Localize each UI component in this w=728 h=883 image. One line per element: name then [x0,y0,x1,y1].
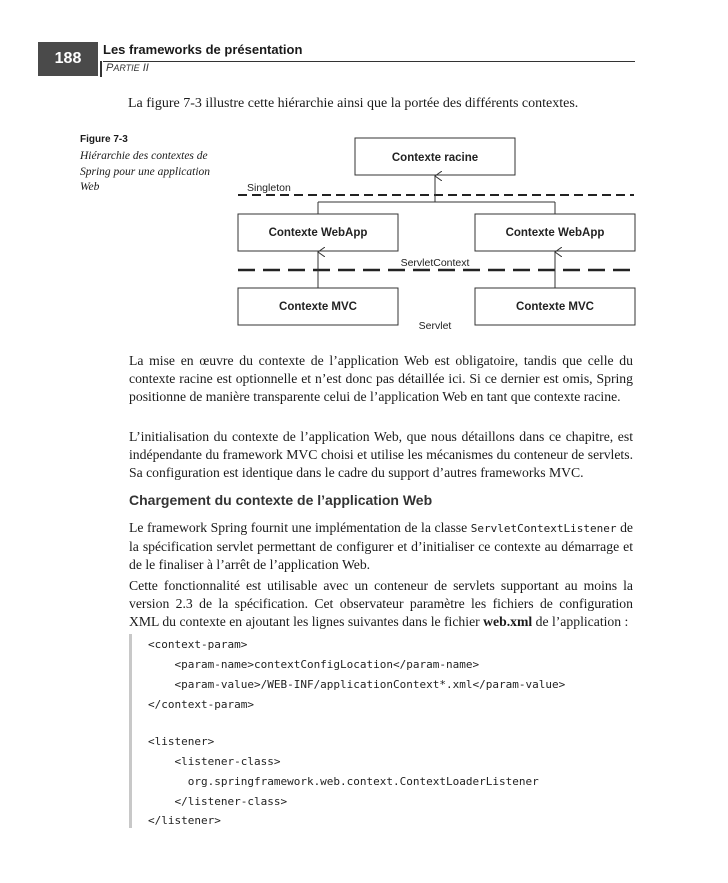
code-block-bar [129,634,132,828]
context-hierarchy-diagram [230,128,640,338]
paragraph-4-text-a: Cette fonctionnalité est utilisable avec un conteneur de servlets supportant au moins la version 2.3 de la spécification. Cet observateur paramètre les fichiers de configuration XML du contexte en ajoutant les lignes suivantes dans le fichier [129,578,633,629]
code-line: <listener> [148,735,215,748]
header-rule [103,61,635,62]
code-line: <param-value>/WEB-INF/applicationContext*.xml</param-value> [148,678,566,691]
paragraph-2: L’initialisation du contexte de l’application Web, que nous détaillons dans ce chapitre, est indépendante du framework MVC choisi et utilise les mécanismes du conteneur de servlets. Sa configuration est identique dans le cadre du support d’autres frameworks MVC. [129,429,633,480]
figure-label: Figure 7-3 [80,134,128,145]
figure-caption: Hiérarchie des contextes de Spring pour une application Web [80,150,211,193]
paragraph-4 [129,577,633,631]
code-line: org.springframework.web.context.ContextLoaderListener [148,775,539,788]
code-line: </listener-class> [148,795,288,808]
part-word-rest: ARTIE [113,63,140,73]
part-initial: P [106,62,114,74]
paragraph-3-text-a: Le framework Spring fournit une implémentation de la classe [129,520,471,535]
code-line: </context-param> [148,698,254,711]
paragraph-3 [129,519,633,574]
singleton-label: Singleton [247,182,291,194]
code-line: <param-name>contextConfigLocation</param-name> [148,658,480,671]
code-line: </listener> [148,814,221,827]
part-number: II [142,62,149,74]
header-vertical-bar [100,61,102,77]
paragraph-4-filename: web.xml [483,614,533,629]
page-number: 188 [38,42,98,76]
running-title: Les frameworks de présentation [103,42,303,57]
code-line: <listener-class> [148,755,281,768]
webapp-context-label-right: Contexte WebApp [505,227,605,239]
paragraph-1: La mise en œuvre du contexte de l’application Web est obligatoire, tandis que celle du contexte racine est optionnelle et n’est donc pas détaillée ici. Si ce dernier est omis, Spring positionne de manière transparente celui de l’application Web en tant que contexte racine. [129,353,633,404]
servlet-label: Servlet [418,320,452,332]
servletcontext-label: ServletContext [400,257,470,269]
section-heading: Chargement du contexte de l’application Web [129,492,433,508]
part-label [106,62,149,74]
paragraph-3-text-b: de la spécification servlet permettant de configurer et d’initialiser ce contexte au démarrage et de le finaliser à l’arrêt de l’application Web. [129,520,634,572]
paragraph-4-text-b: de l’application : [532,614,629,629]
intro-sentence: La figure 7-3 illustre cette hiérarchie ainsi que la portée des différents contextes. [128,96,579,111]
code-line: <context-param> [148,638,248,651]
mvc-context-label-right: Contexte MVC [516,301,594,313]
inline-code-class: ServletContextListener [470,522,617,535]
root-context-label: Contexte racine [391,152,479,164]
mvc-context-label-left: Contexte MVC [279,301,357,313]
webapp-context-label-left: Contexte WebApp [268,227,368,239]
